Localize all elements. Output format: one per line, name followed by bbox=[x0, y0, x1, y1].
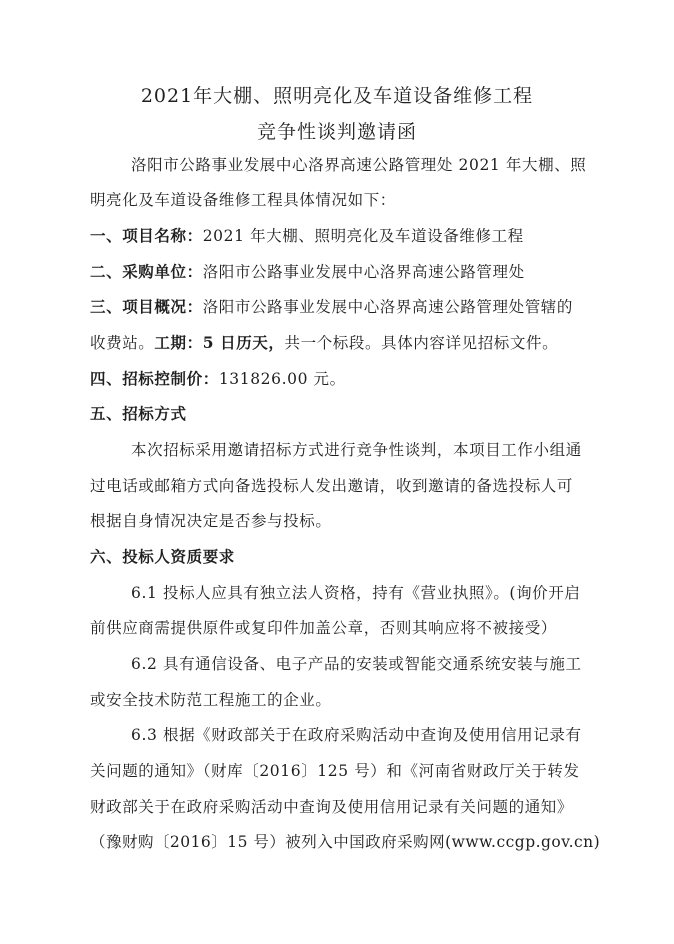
section-overview-value-part-c: 共一个标段。具体内容详见招标文件。 bbox=[284, 334, 559, 352]
tender-method-line1: 本次招标采用邀请招标方式进行竞争性谈判，本项目工作小组通 bbox=[131, 441, 582, 459]
section-purchaser-value: 洛阳市公路事业发展中心洛界高速公路管理处 bbox=[202, 263, 525, 281]
section-project-name bbox=[90, 226, 524, 246]
section-project-name-value: 2021 年大棚、照明亮化及车道设备维修工程 bbox=[202, 227, 524, 245]
section-qualification-heading: 六、投标人资质要求 bbox=[90, 547, 235, 566]
qualification-6-3-line4: （豫财购〔2016〕15 号）被列入中国政府采购网(www.ccgp.gov.cn) bbox=[90, 833, 601, 851]
section-control-price-value: 131826.00 元。 bbox=[218, 370, 346, 388]
section-overview-duration: 工期：5 日历天， bbox=[154, 333, 285, 352]
section-control-price-label: 四、招标控制价： bbox=[90, 369, 219, 388]
section-overview-label: 三、项目概况： bbox=[90, 297, 203, 316]
section-overview-line2 bbox=[90, 333, 558, 353]
section-project-name-label: 一、项目名称： bbox=[90, 226, 203, 245]
document-title-line1: 2021年大棚、照明亮化及车道设备维修工程 bbox=[140, 85, 534, 107]
tender-method-line3: 根据自身情况决定是否参与投标。 bbox=[90, 512, 332, 530]
qualification-6-3-line2: 关问题的通知》（财库〔2016〕125 号）和《河南省财政厅关于转发 bbox=[90, 762, 580, 780]
qualification-6-3-line3: 财政部关于在政府采购活动中查询及使用信用记录有关问题的通知》 bbox=[90, 798, 574, 816]
intro-line1: 洛阳市公路事业发展中心洛界高速公路管理处 2021 年大棚、照 bbox=[131, 156, 587, 174]
section-overview-value-part-a: 收费站。 bbox=[90, 334, 155, 352]
section-control-price bbox=[90, 369, 346, 389]
qualification-6-2-line1: 6.2 具有通信设备、电子产品的安装或智能交通系统安装与施工 bbox=[131, 655, 582, 673]
section-purchaser bbox=[90, 262, 525, 282]
qualification-6-1-line2: 前供应商需提供原件或复印件加盖公章，否则其响应将不被接受） bbox=[90, 619, 557, 637]
section-purchaser-label: 二、采购单位： bbox=[90, 262, 203, 281]
document-title-line2: 竞争性谈判邀请函 bbox=[256, 121, 417, 143]
qualification-6-2-line2: 或安全技术防范工程施工的企业。 bbox=[90, 691, 332, 709]
qualification-6-1-line1: 6.1 投标人应具有独立法人资格，持有《营业执照》。(询价开启 bbox=[131, 584, 581, 602]
intro-line2: 明亮化及车道设备维修工程具体情况如下： bbox=[90, 191, 396, 209]
section-overview bbox=[90, 297, 573, 317]
tender-method-line2: 过电话或邮箱方式向备选投标人发出邀请，收到邀请的备选投标人可 bbox=[90, 477, 574, 495]
qualification-6-3-line1: 6.3 根据《财政部关于在政府采购活动中查询及使用信用记录有 bbox=[131, 726, 582, 744]
section-tender-method-heading: 五、招标方式 bbox=[90, 404, 187, 423]
section-overview-value-line1: 洛阳市公路事业发展中心洛界高速公路管理处管辖的 bbox=[202, 298, 574, 316]
